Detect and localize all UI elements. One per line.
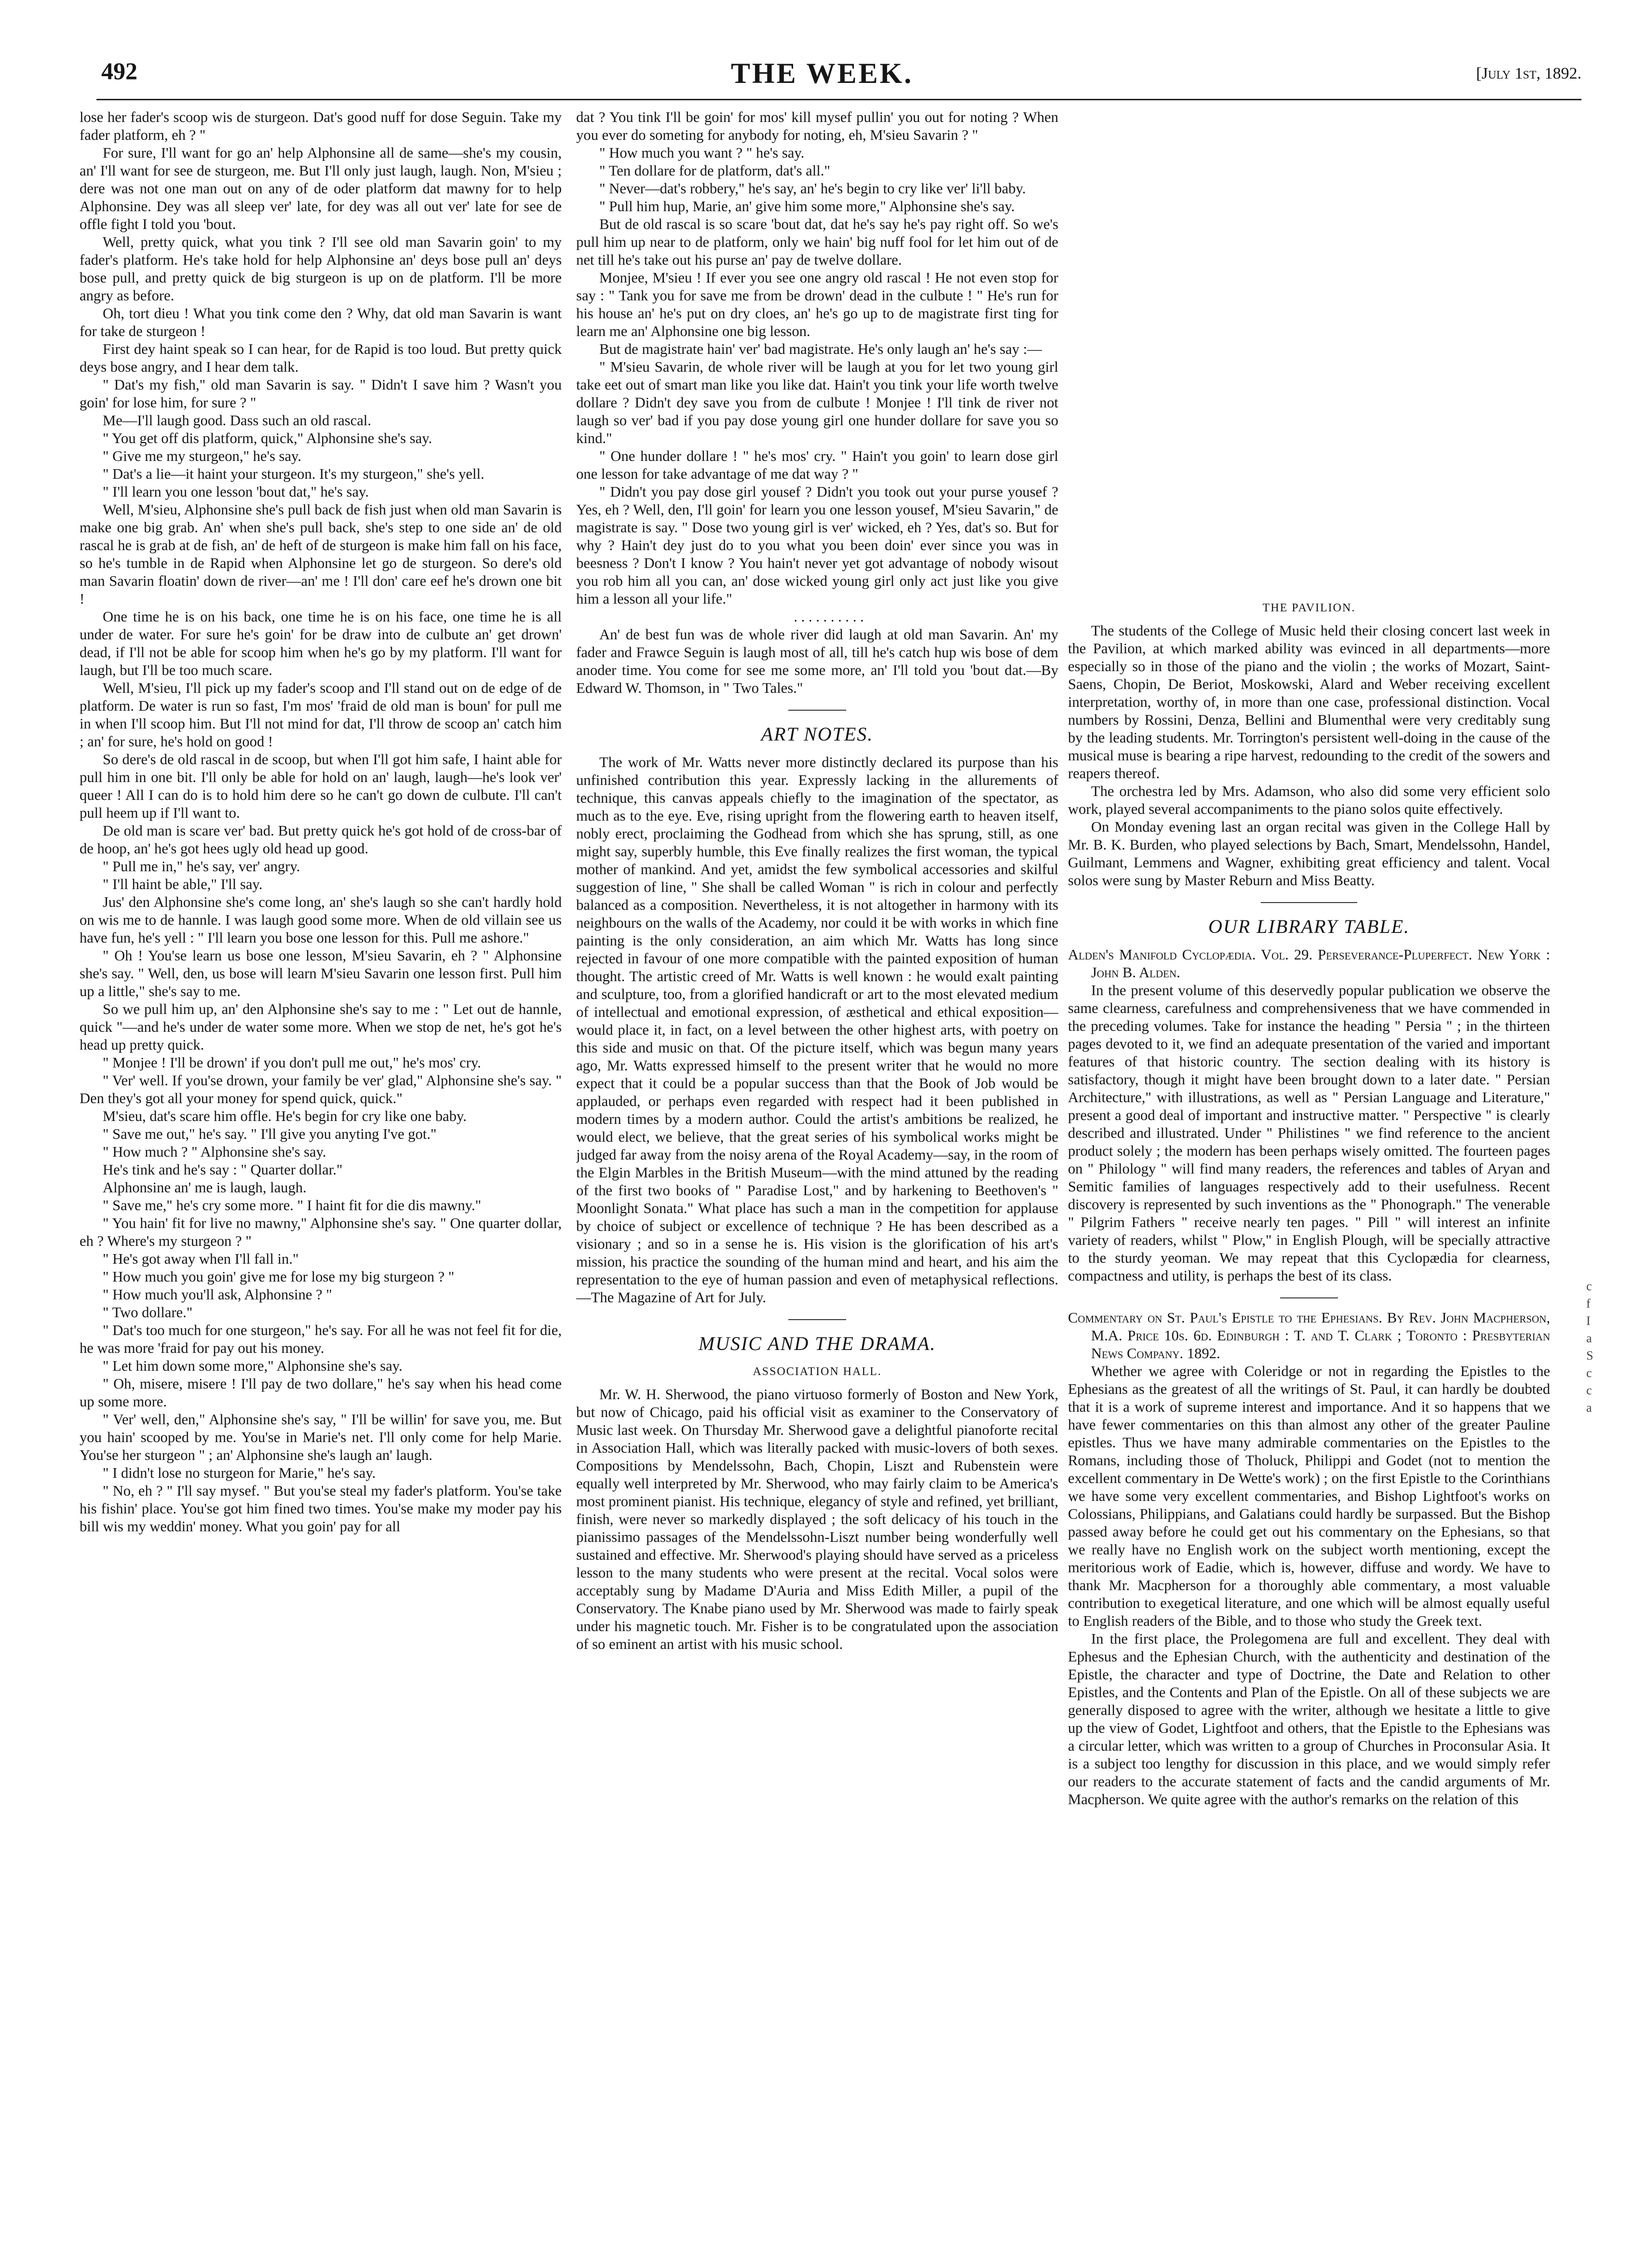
story-paragraph: " Save me," he's cry some more. " I haint fit for die dis mawny." (103, 1197, 481, 1214)
story-paragraph: " Monjee ! I'll be drown' if you don't pull me out," he's mos' cry. (103, 1054, 481, 1071)
column-2 (576, 108, 1058, 2249)
column-1 (80, 108, 562, 2249)
story-paragraph: " I didn't lose no sturgeon for Marie," he's say. (103, 1465, 376, 1481)
music-drama-heading: MUSIC AND THE DRAMA. (698, 1333, 936, 1354)
story-paragraph: First dey haint speak so I can hear, for de Rapid is too loud. But pretty quick deys bose angry, and I hear dem talk. (80, 341, 562, 375)
story-paragraph: " Dat's too much for one sturgeon," he's say. For all he was not feel fit for die, he was more 'fraid for pay out his money. (80, 1322, 562, 1356)
story-paragraph: " Let him down some more," Alphonsine she's say. (103, 1358, 403, 1374)
story-paragraph: " Oh, misere, misere ! I'll pay de two dollare," he's say when his head come up some more. (80, 1376, 562, 1410)
section-divider (788, 710, 846, 711)
story-paragraph: He's tink and he's say : " Quarter dollar." (103, 1161, 343, 1178)
pavilion-paragraph: On Monday evening last an organ recital was given in the College Hall by Mr. B. K. Burden, who played selections by Bach, Smart, Mendelssohn, Handel, Guilmant, Lemmens and Wagner, exhibiting great efficiency and talent. Vocal solos were sung by Master Reburn and Miss Beatty. (1068, 819, 1550, 889)
story-paragraph: " How much you want ? " he's say. (599, 145, 805, 161)
story-paragraph: So dere's de old rascal in de scoop, but when I'll got him safe, I haint able for pull him in one bit. I'll only be able for hold on an' laugh, laugh—he's look ver' queer ! All I can do is to hold him dere so he can't go down de culbute. I'll can't pull heem up if I'll want to. (80, 751, 562, 821)
story-paragraph: Alphonsine an' me is laugh, laugh. (103, 1179, 307, 1196)
story-paragraph: Me—I'll laugh good. Dass such an old rascal. (103, 412, 371, 429)
issue-date: [July 1st, 1892. (1476, 65, 1581, 82)
story-paragraph: " Ten dollare for de platform, dat's all." (599, 162, 830, 179)
pavilion-subheading: THE PAVILION. (1262, 602, 1356, 614)
story-paragraph: lose her fader's scoop wis de sturgeon. Dat's good nuff for dose Seguin. Take my fader platform, eh ? " (80, 109, 562, 143)
library-table-heading: OUR LIBRARY TABLE. (1208, 916, 1410, 937)
book-review-paragraph: In the present volume of this deservedly popular publication we observe the same clearness, carefulness and comprehensiveness that we have commended in the preceding volumes. Take for instance the heading " Persia " ; in the thirteen pages devoted to it, we find an adequate presentation of the varied and important features of that historic country. The section dealing with its history is satisfactory, though it might have been brought down to a later date. " Persian Architecture," with illustrations, as well as " Persian Language and Literature," present a good deal of important and instructive matter. " Perspective " is clearly described and illustrated. Under " Philistines " we find reference to the ancient product solely ; the modern has been perhaps wisely omitted. The fourteen pages on " Philology " will find many readers, the references and tables of Aryan and Semitic families of languages respectively add to their usefulness. Recent discovery is represented by such inventions as the " Phonograph." The venerable " Pilgrim Fathers " receive nearly ten pages. " Pill " will interest an infinite variety of readers, whilst " Plow," in English Plough, will be specially attractive to the sturdy yeoman. We may repeat that this Cyclopædia for clearness, compactness and utility, is perhaps the best of its class. (1068, 982, 1550, 1284)
edge-fragment: f (1586, 1296, 1591, 1310)
story-paragraph: " Dat's my fish," old man Savarin is say. " Didn't I save him ? Wasn't you goin' for lose him, for sure ? " (80, 377, 562, 411)
story-paragraph: " Oh ! You'se learn us bose one lesson, M'sieu Savarin, eh ? " Alphonsine she's say. " Well, den, us bose will learn M'sieu Savarin one lesson first. Pull him up a little," she's say to me. (80, 947, 562, 999)
story-paragraph: Well, pretty quick, what you tink ? I'll see old man Savarin goin' to my fader's platform. He's take hold for help Alphonsine an' deys bose pull an' deys bose pull, and pretty quick de big sturgeon is up on de platform. I'll be more angry as before. (80, 234, 562, 304)
art-notes-paragraph: The work of Mr. Watts never more distinctly declared its purpose than his unfinished contribution this year. Expressly lacking in the allurements of technique, this canvas appeals chiefly to the imagination of the spectator, as much as to the eye. Eve, rising upright from the flowering earth to heaven itself, nobly erect, proclaiming the Godhead from which she has sprung, still, as one might say, superbly humble, this Eve finally realizes the first woman, the typical mother of mankind. And yet, amidst the few symbolical accessories and skilful suggestion of line, " She shall be called Woman " is rich in colour and perfectly balanced as a composition. Nevertheless, it is not altogether in harmony with its neighbours on the walls of the Academy, nor could it be with works in which fine painting is the only consideration, an aim which Mr. Watts has long since rejected in favour of one more compatible with the painted exposition of human thought. The artistic creed of Mr. Watts is well known : he would exalt painting and sculpture, too, from a glorified handicraft or art to the most elevated medium of intellectual and emotional expression, of æsthetical and ethical exposition—would place it, in fact, on a level between the other highest arts, with poetry on this side and music on that. Of the picture itself, which was begun many years ago, Mr. Watts expressed himself to the present writer that he would no more expect that it could be a popular success than that the Book of Job would be applauded, or perhaps even regarded with respect had it been published in modern times by a modern author. Could the artist's ambitions be realized, he would elect, we believe, that the great series of his symbolical works might be judged far away from the noisy arena of the Royal Academy—say, in the room of the Elgin Marbles in the British Museum—with the mind attuned by the reading of the first two books of " Paradise Lost," and by harkening to Beethoven's " Moonlight Sonata." What place has such a man in the competition for applause by choice of subject or excellence of technique ? He has been described as a visionary ; and so in a sense he is. His vision is the glorification of his art's mission, his practice the sounding of the human mind and heart, and his aim the representation to the eye of human passion and even of metaphysical reflections.—The Magazine of Art for July. (576, 754, 1058, 1306)
story-paragraph: " I'll learn you one lesson 'bout dat," he's say. (103, 484, 369, 500)
column-3 (1068, 108, 1550, 2249)
story-paragraph: " Save me out," he's say. " I'll give you anyting I've got." (103, 1126, 437, 1142)
masthead-title: THE WEEK. (730, 57, 914, 89)
story-paragraph: " You get off dis platform, quick," Alphonsine she's say. (103, 430, 432, 446)
book-review-paragraph: Whether we agree with Coleridge or not in regarding the Epistles to the Ephesians as the greatest of all the writings of St. Paul, it can hardly be doubted that it is a work of supreme interest and importance. And it so happens that we have fewer commentaries on this than almost any other of the greater Pauline epistles. Thus we have many admirable commentaries on the Epistles to the Romans, including those of Tholuck, Philippi and Godet (not to mention the excellent commentary in De Wette's work) ; on the first Epistle to the Corinthians we have some very excellent commentaries, and Bishop Lightfoot's works on Colossians, Philippians, and Galatians could hardly be surpassed. But the Bishop passed away before he could get out his commentary on the Ephesians, so that we really have no English work on the subject worth mentioning, except the meritorious work of Eadie, which is, however, diffuse and wordy. We have to thank Mr. Macpherson for a thoroughly able commentary, a most valuable contribution to exegetical literature, and one which will be almost equally useful to English readers of the Bible, and to those who study the Greek text. (1068, 1363, 1550, 1629)
story-paragraph: " Two dollare." (103, 1304, 193, 1321)
story-paragraph: " How much ? " Alphonsine she's say. (103, 1144, 326, 1160)
page-header (63, 57, 1581, 95)
book-heading: Alden's Manifold Cyclopædia. Vol. 29. Perseverance-Pluperfect. New York : John B. Alden. (1068, 946, 1550, 981)
story-paragraph: " I'll haint be able," I'll say. (103, 876, 263, 892)
story-paragraph: " Dat's a lie—it haint your sturgeon. It's my sturgeon," she's yell. (103, 466, 485, 482)
section-divider (1280, 1297, 1338, 1298)
page-number: 492 (101, 57, 137, 84)
story-paragraph: For sure, I'll want for go an' help Alphonsine all de same—she's my cousin, an' I'll want for see de sturgeon, me. But I'll only just laugh, laugh. Non, M'sieu ; dere was not one man out on any of de oder platform dat mawny for to help Alphonsine. Dey was all sleep ver' late, for dey was all out ver' late for see de offle fight I told you 'bout. (80, 145, 562, 232)
book-review-paragraph: In the first place, the Prolegomena are full and excellent. They deal with Ephesus and the Ephesian Church, with the authenticity and destination of the Epistle, the character and type of Doctrine, the Date and Relation to other Epistles, and the Contents and Plan of the Epistle. On all of these subjects we are generally disposed to agree with the writer, although we hesitate a little to give up the view of Godet, Lightfoot and others, that the Epistle to the Ephesians was a circular letter, which was written to a group of Churches in Proconsular Asia. It is a subject too lengthy for discussion in this place, and we would simply refer our readers to the accurate statement of facts and the candid arguments of Mr. Macpherson. We quite agree with the author's remarks on the relation of this (1068, 1631, 1550, 1808)
story-paragraph: dat ? You tink I'll be goin' for mos' kill mysef pullin' you out for noting ? When you ever do someting for anybody for noting, eh, M'sieu Savarin ? " (576, 109, 1058, 143)
edge-fragment: S (1586, 1349, 1593, 1363)
story-paragraph: But de old rascal is so scare 'bout dat, dat he's say he's pay right off. So we's pull him up near to de platform, only we hain' big nuff fool for let him out of de net till he's take out his purse an' pay de twelve dollare. (576, 216, 1058, 268)
edge-fragment: I (1586, 1314, 1591, 1328)
story-paragraph: " He's got away when I'll fall in." (103, 1251, 299, 1267)
story-paragraph: " Give me my sturgeon," he's say. (103, 448, 301, 464)
story-paragraph: " Ver' well, den," Alphonsine she's say, " I'll be willin' for save you, me. But you hain' scooped by me. You'se in Marie's net. I'll only come for help Marie. You'se her sturgeon " ; an' Alphonsine she's laugh an' laugh. (80, 1411, 562, 1463)
story-paragraph: " Didn't you pay dose girl yousef ? Didn't you took out your purse yousef ? Yes, eh ? Well, den, I'll goin' for learn you one lesson yousef, M'sieu Savarin," de magistrate is say. " Dose two young girl is ver' wicked, eh ? Yes, dat's so. But for why ? Hain't dey just do to you what you been doin' ever since you was in beesness ? Don't I know ? You hain't never yet got advantage of nobody wisout you rob him all you can, an' dose wicked young girl only act just like you give him a lesson all your life." (576, 484, 1058, 607)
story-paragraph: " Pull me in," he's say, ver' angry. (103, 858, 300, 875)
edge-fragment: a (1586, 1331, 1592, 1345)
section-divider (1261, 902, 1357, 903)
story-paragraph: M'sieu, dat's scare him offle. He's begin for cry like one baby. (103, 1108, 467, 1124)
story-paragraph: Well, M'sieu, I'll pick up my fader's scoop and I'll stand out on de edge of de platform. De water is run so fast, I'm mos' 'fraid de old man is boun' for pull me in when I'll scoop him. But I'll not mind for dat, I'll throw de scoop an' catch him ; an' for sure, he's hold on good ! (80, 680, 562, 750)
music-continuation-space (1068, 108, 1550, 591)
story-paragraph: One time he is on his back, one time he is on his face, one time he is all under de water. For sure he's goin' for be draw into de culbute an' get drown' dead, if I'll not be able for scoop him when he's go by my platform. I'll want for laugh, but I'll be too much scare. (80, 608, 562, 678)
art-notes-heading: ART NOTES. (761, 723, 874, 745)
story-paragraph: Jus' den Alphonsine she's come long, an' she's laugh so she can't hardly hold on wis me to de hannle. I was laugh good some more. When de old villain see us have fun, he's yell : " I'll learn you bose one lesson for this. Pull me ashore." (80, 894, 562, 946)
edge-fragment: a (1586, 1401, 1592, 1415)
story-paragraph: " You hain' fit for live no mawny," Alphonsine she's say. " One quarter dollar, eh ? Where's my sturgeon ? " (80, 1215, 562, 1249)
story-paragraph: " Never—dat's robbery," he's say, an' he's begin to cry like ver' li'll baby. (599, 180, 1026, 197)
pavilion-paragraph: The students of the College of Music held their closing concert last week in the Pavilion, at which marked ability was evinced in all departments—more especially so in those of the piano and the violin ; the works of Mozart, Saint-Saens, Chopin, De Beriot, Moskowski, Alard and Weber receiving excellent interpretation, worthy of, in more than one case, professional distinction. Vocal numbers by Rossini, Denza, Bellini and Blumenthal were very creditably sung by the leading students. Mr. Torrington's persistent well-doing in the cause of the musical muse is bearing a ripe harvest, redounding to the credit of the sowers and reapers thereof. (1068, 622, 1550, 782)
story-paragraph: " One hunder dollare ! " he's mos' cry. " Hain't you goin' to learn dose girl one lesson for take advantage of me dat way ? " (576, 448, 1058, 482)
association-hall-subheading: ASSOCIATION HALL. (753, 1365, 882, 1378)
story-paragraph: " How much you'll ask, Alphonsine ? " (103, 1286, 332, 1303)
pavilion-paragraph: The orchestra led by Mrs. Adamson, who also did some very efficient solo work, played several accompaniments to the piano solos quite effectively. (1068, 783, 1550, 817)
header-rule (96, 99, 1581, 100)
story-ellipsis: . . . . . . . . . . (794, 608, 864, 625)
story-paragraph: " M'sieu Savarin, de whole river will be laugh at you for let two young girl take eet out of smart man like you like dat. Hain't you tink your life worth twelve dollare ? Didn't dey save you from de culbute ! Monjee ! I'll tink de river not laugh so ver' bad if you pay dose young girl one hunder dollare for save you so kind." (576, 359, 1058, 446)
story-paragraph: Well, M'sieu, Alphonsine she's pull back de fish just when old man Savarin is make one big grab. An' when she's pull back, she's step to one side an' de old rascal he is grab at de fish, an' de heft of de sturgeon is make him fall on his face, so he's tumble in de Rapid when Alphonsine let go de sturgeon. So dere's old man Savarin floatin' down de river—an' me ! I'll don' care eef he's drown one bit ! (80, 501, 562, 607)
story-paragraph: " Ver' well. If you'se drown, your family be ver' glad," Alphonsine she's say. " Den they's got all your money for spend quick, quick." (80, 1072, 562, 1107)
story-paragraph: " Pull him hup, Marie, an' give him some more," Alphonsine she's say. (599, 198, 1015, 215)
edge-fragment: c (1586, 1279, 1592, 1293)
book-heading: Commentary on St. Paul's Epistle to the Ephesians. By Rev. John Macpherson, M.A. Price 10s. 6d. Edinburgh : T. and T. Clark ; Toronto : Presbyterian News Company. 1892. (1068, 1310, 1550, 1362)
story-paragraph: Monjee, M'sieu ! If ever you see one angry old rascal ! He not even stop for say : " Tank you for save me from be drown' dead in the culbute ! " He's run for his house an' he's put on dry cloes, an' he's go up to de magistrate first ting for learn me an' Alphonsine one big lesson. (576, 270, 1058, 339)
edge-fragments (1586, 1278, 1615, 1417)
story-paragraph: But de magistrate hain' ver' bad magistrate. He's only laugh an' he's say :— (599, 341, 1042, 357)
story-paragraph: " How much you goin' give me for lose my big sturgeon ? " (103, 1269, 455, 1285)
edge-fragment: c (1586, 1366, 1592, 1380)
music-paragraph: Mr. W. H. Sherwood, the piano virtuoso formerly of Boston and New York, but now of Chicago, paid his official visit as examiner to the Conservatory of Music last week. On Thursday Mr. Sherwood gave a delightful pianoforte recital in Association Hall, which was literally packed with music-lovers of both sexes. Compositions by Mendelssohn, Bach, Chopin, Liszt and Rubenstein were equally well interpreted by Mr. Sherwood, who may fairly claim to be America's most prominent pianist. His technique, elegancy of style and refined, yet brilliant, finish, were never so markedly displayed ; the soft delicacy of his touch in the pianissimo passages of the Mendelssohn-Liszt number being wonderfully well sustained and effective. Mr. Sherwood's playing should have served as a priceless lesson to the many students who were present at the recital. Vocal solos were acceptably sung by Madame D'Auria and Miss Edith Miller, a pupil of the Conservatory. The Knabe piano used by Mr. Sherwood was made to fairly speak under his magnetic touch. Mr. Fisher is to be congratulated upon the association of so eminent an artist with his music school. (576, 1386, 1058, 1652)
story-paragraph: Oh, tort dieu ! What you tink come den ? Why, dat old man Savarin is want for take de sturgeon ! (80, 305, 562, 339)
story-paragraph: De old man is scare ver' bad. But pretty quick he's got hold of de cross-bar of de hoop, an' he's got hees ugly old head up good. (80, 823, 562, 857)
section-divider (788, 1319, 846, 1320)
story-paragraph: So we pull him up, an' den Alphonsine she's say to me : " Let out de hannle, quick "—and he's under de water some more. When we stop de net, he's got he's head up pretty quick. (80, 1001, 562, 1053)
story-paragraph: An' de best fun was de whole river did laugh at old man Savarin. An' my fader and Frawce Seguin is laugh most of all, till he's catch hup wis bose of dem anoder time. You come for see me some more, an' I'll told you 'bout dat.—By Edward W. Thomson, in " Two Tales." (576, 626, 1058, 696)
edge-fragment: c (1586, 1383, 1592, 1397)
story-paragraph: " No, eh ? " I'll say mysef. " But you'se steal my fader's platform. You'se take his fishin' place. You'se got him fined two times. You'se make my moder pay his bill wis my weddin' money. What you goin' pay for all (80, 1483, 562, 1535)
